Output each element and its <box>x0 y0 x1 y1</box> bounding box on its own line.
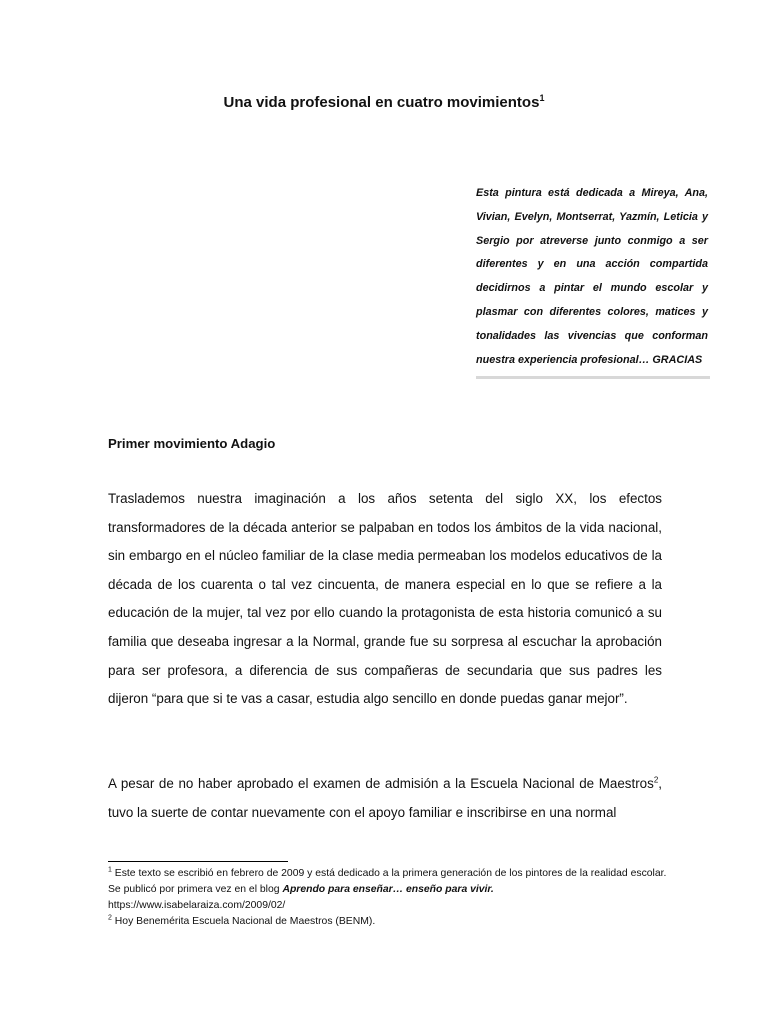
footnote-1-url[interactable]: https://www.isabelaraiza.com/2009/02/ <box>108 900 286 911</box>
dedication-divider <box>476 376 710 379</box>
paragraph-2-text-start: A pesar de no haber aprobado el examen de admisión a la Escuela Nacional de Maestros <box>108 776 654 791</box>
paragraph-2-footnote-mark[interactable]: 2 <box>653 775 659 785</box>
footnote-1-mark: 1 <box>108 866 112 874</box>
title-footnote-mark[interactable]: 1 <box>539 93 545 103</box>
document-title <box>0 94 768 111</box>
title-text: Una vida profesional en cuatro movimientos <box>223 94 540 111</box>
footnote-divider <box>108 861 288 862</box>
footnote-2 <box>108 914 668 930</box>
footnote-2-text: Hoy Benemérita Escuela Nacional de Maestros (BENM). <box>111 916 376 927</box>
paragraph-2-text-end: , tuvo la suerte de contar nuevamente con el apoyo familiar e inscribirse en una normal <box>108 776 662 820</box>
footnote-1-text: Este texto se escribió en febrero de 2009 y está dedicado a la primera generación de los pintores de la realidad escolar. Se publicó por primera vez en el blog <box>108 868 667 895</box>
footnotes <box>108 866 668 930</box>
section-heading: Primer movimiento Adagio <box>108 436 276 451</box>
footnote-1 <box>108 866 668 914</box>
footnote-1-blog-title: Aprendo para enseñar… enseño para vivir. <box>282 884 494 895</box>
dedication-text: Esta pintura está dedicada a Mireya, Ana, Vivian, Evelyn, Montserrat, Yazmín, Leticia y Sergio por atreverse junto conmigo a ser diferentes y en una acción compartida decidirnos a pintar el mundo escolar y plasmar con diferentes colores, matices y tonalidades las vivencias que conforman nuestra experiencia profesional… GRACIAS <box>476 187 708 366</box>
body-paragraph-2 <box>108 770 662 827</box>
body-paragraph-1: Traslademos nuestra imaginación a los años setenta del siglo XX, los efectos transformadores de la década anterior se palpaban en todos los ámbitos de la vida nacional, sin embargo en el núcleo familiar de la clase media permeaban los modelos educativos de la década de los cuarenta o tal vez cincuenta, de manera especial en lo que se refiere a la educación de la mujer, tal vez por ello cuando la protagonista de esta historia comunicó a su familia que deseaba ingresar a la Normal, grande fue su sorpresa al escuchar la aprobación para ser profesora, a diferencia de sus compañeras de secundaria que sus padres les dijeron “para que si te vas a casar, estudia algo sencillo en donde puedas ganar mejor”. <box>108 491 662 707</box>
footnote-2-mark: 2 <box>108 914 112 922</box>
